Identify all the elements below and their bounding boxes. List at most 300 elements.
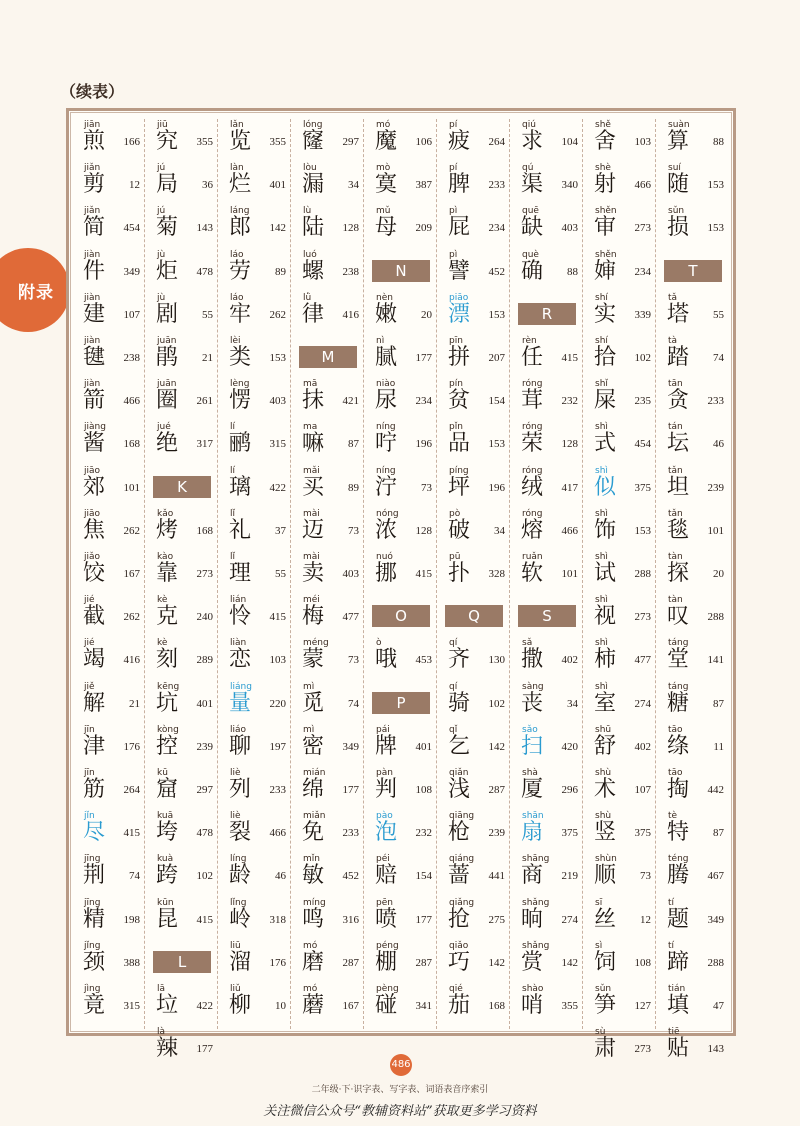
page-ref: 73 [421,481,432,494]
index-column [510,120,584,1028]
page-ref: 274 [561,913,578,926]
pinyin: shāng [522,854,550,865]
index-entry [583,466,656,509]
character: 饺 [83,561,106,586]
pinyin: pì [449,206,458,217]
index-entry [437,379,510,422]
index-entry [437,854,510,897]
page-ref: 55 [275,568,286,580]
index-entry [510,984,583,1027]
character: 竭 [83,647,106,673]
index-entry [656,682,729,725]
page-ref: 235 [634,395,651,408]
pinyin: qí [449,681,458,692]
character: 特 [667,820,690,846]
index-entry [364,984,437,1027]
character: 浅 [448,777,471,802]
page-ref: 219 [561,870,578,883]
index-entry [437,638,510,681]
pinyin: pì [449,249,458,260]
character: 敏 [302,863,325,889]
page-ref: 37 [275,524,286,537]
character: 损 [667,215,690,241]
pinyin: sù [595,1027,606,1038]
page-ref: 142 [561,956,578,969]
pinyin: tà [668,336,678,346]
page-ref: 102 [488,697,505,710]
index-entry [583,1027,656,1070]
pinyin: kè [157,638,168,649]
character: 酱 [83,431,106,457]
character: 抹 [302,388,325,414]
index-column [364,120,438,1028]
index-entry [583,682,656,725]
page-ref: 107 [123,308,140,321]
index-entry [656,898,729,941]
page-ref: 36 [202,179,213,192]
letter-heading: M [299,346,357,368]
pinyin: láo [230,292,244,303]
page-ref: 196 [488,481,505,494]
page-ref: 102 [634,352,651,364]
pinyin: rèn [522,336,537,346]
pinyin: péng [376,940,399,951]
page-ref: 273 [634,1043,651,1056]
character: 肃 [594,1036,617,1062]
page-ref: 176 [123,740,140,753]
character: 圈 [156,388,179,414]
page-ref: 128 [561,438,578,451]
character: 商 [521,863,544,889]
index-entry [437,682,510,725]
index-entry [510,120,583,163]
character: 郊 [83,474,106,500]
pinyin: shí [595,292,608,303]
character: 绝 [156,431,179,457]
index-entry [218,552,291,595]
character: 剧 [156,301,179,327]
page-ref: 466 [561,524,578,537]
character: 贫 [448,388,471,414]
letter-heading: O [372,605,430,627]
index-entry [72,163,145,206]
character: 碰 [375,993,398,1018]
index-entry [218,466,291,509]
index-entry [218,768,291,811]
index-entry [583,250,656,293]
page-ref: 264 [488,136,505,148]
page-ref: 401 [269,179,286,192]
character: 泞 [375,474,398,500]
character: 哨 [521,993,544,1018]
pinyin: qiāng [449,811,475,822]
character: 扫 [521,733,544,759]
pinyin: shǎng [522,940,550,951]
index-entry [218,422,291,465]
page-ref: 262 [123,524,140,537]
index-entry [656,163,729,206]
pinyin: jiàn [84,379,101,390]
character: 怜 [229,604,252,630]
page-ref: 422 [196,1000,213,1012]
index-column [72,120,146,1028]
pinyin: qiǎn [449,768,469,778]
page-ref: 403 [561,222,578,235]
character: 赏 [521,949,544,975]
character: 脾 [448,172,471,198]
character: 梅 [302,604,325,630]
page-ref: 274 [634,697,651,710]
page-ref: 168 [196,524,213,537]
pinyin: qiǎo [449,940,469,951]
index-entry [437,509,510,552]
page-ref: 209 [415,222,432,235]
pinyin: jiàng [84,422,106,433]
index-entry [510,466,583,509]
index-entry [437,768,510,811]
page-ref: 101 [707,524,724,537]
character: 晌 [521,906,544,932]
pinyin: lóng [303,120,323,130]
character: 昆 [156,906,179,932]
page-ref: 275 [488,913,505,926]
character: 颈 [83,949,106,975]
letter-heading: N [372,260,430,282]
index-entry [437,206,510,249]
page-ref: 55 [713,308,724,321]
pinyin: lián [230,595,247,606]
pinyin: jù [157,292,166,303]
index-entry [364,941,437,984]
character: 乞 [448,733,471,759]
pinyin: kǎo [157,508,174,519]
index-entry [72,898,145,941]
index-entry [510,682,583,725]
page-ref: 87 [713,827,724,840]
index-entry [145,163,218,206]
page-ref: 349 [123,265,140,278]
pinyin: líng [230,854,247,865]
pinyin: pēn [376,897,393,908]
pinyin: sǎo [522,724,538,735]
page-ref: 153 [634,524,651,537]
page-ref: 339 [634,308,651,321]
pinyin: shě [595,120,611,130]
pinyin: jué [157,422,171,433]
pinyin: kūn [157,897,174,908]
character: 绒 [521,474,544,500]
pinyin: miǎn [303,811,326,822]
pinyin: kuā [157,811,174,822]
character: 筋 [83,777,106,802]
index-entry [510,250,583,293]
page-ref: 287 [415,956,432,969]
index-entry [72,466,145,509]
character: 喷 [375,906,398,932]
pinyin: mǎi [303,465,320,476]
index-entry [510,898,583,941]
page-ref: 264 [123,784,140,796]
character: 绦 [667,733,690,759]
index-entry [364,466,437,509]
index-entry [218,379,291,422]
character: 愣 [229,388,252,414]
letter-heading: T [664,260,722,282]
page-ref: 103 [634,136,651,148]
index-entry [291,250,364,293]
page-ref: 287 [342,956,359,969]
pinyin: róng [522,465,543,476]
character: 卖 [302,561,325,586]
character: 室 [594,690,617,716]
page-ref: 288 [707,956,724,969]
pinyin: níng [376,465,396,476]
character: 毽 [83,345,106,370]
page-ref: 108 [415,784,432,796]
index-entry [510,941,583,984]
index-entry [510,552,583,595]
column-divider [144,119,145,1029]
page-ref: 176 [269,956,286,969]
index-entry [583,379,656,422]
page-ref: 234 [488,222,505,235]
index-entry [656,811,729,854]
pinyin: shǎng [522,897,550,908]
index-entry [510,854,583,897]
page-ref: 74 [348,697,359,710]
character: 丧 [521,690,544,716]
pinyin: pào [376,811,393,822]
character: 掏 [667,777,690,802]
pinyin: jiàn [84,292,101,303]
character: 腾 [667,863,690,889]
character: 磨 [302,949,325,975]
index-entry [656,206,729,249]
pinyin: shì [595,465,608,476]
page-ref: 220 [269,697,286,710]
pinyin: mì [303,681,315,692]
character: 品 [448,431,471,457]
index-entry [72,595,145,638]
index-entry [437,898,510,941]
index-entry [510,422,583,465]
page-ref: 415 [561,352,578,364]
pinyin: qiáng [449,854,475,865]
character: 审 [594,215,617,241]
page-ref: 153 [488,308,505,321]
character: 顺 [594,863,617,889]
index-entry [583,725,656,768]
character: 判 [375,777,398,802]
character: 探 [667,561,690,586]
page-ref: 355 [196,136,213,148]
index-entry [291,898,364,941]
pinyin: tàn [668,552,683,562]
page-ref: 103 [269,654,286,667]
index-entry [72,379,145,422]
pinyin: shì [595,422,608,433]
character: 骑 [448,690,471,716]
character: 拼 [448,345,471,370]
pinyin: suàn [668,120,690,130]
index-entry [291,682,364,725]
page-ref: 34 [567,697,578,710]
index-entry [291,768,364,811]
character: 挪 [375,561,398,586]
index-entry [291,638,364,681]
character: 尽 [83,820,106,846]
page-ref: 74 [129,870,140,883]
character: 买 [302,474,325,500]
pinyin: jiàn [84,249,101,260]
page-ref: 142 [488,956,505,969]
page-ref: 315 [269,438,286,451]
character: 裂 [229,820,252,846]
character: 柿 [594,647,617,673]
character: 饰 [594,517,617,543]
pinyin: shì [595,508,608,519]
index-entry [72,552,145,595]
pinyin: láo [230,249,244,260]
page-ref: 452 [342,870,359,883]
page-ref: 168 [123,438,140,451]
pinyin: ruǎn [522,552,543,562]
character: 鹃 [156,345,179,370]
character: 厦 [521,777,544,802]
character: 齐 [448,647,471,673]
pinyin: kū [157,768,168,778]
character: 缺 [521,215,544,241]
index-entry [218,854,291,897]
index-entry [656,984,729,1027]
page-ref: 12 [129,179,140,192]
character: 煎 [83,129,106,154]
index-entry [583,120,656,163]
character: 题 [667,906,690,932]
page-ref: 441 [488,870,505,883]
column-divider [582,119,583,1029]
page-ref: 453 [415,654,432,667]
page-ref: 454 [123,222,140,235]
index-entry [583,336,656,379]
character: 量 [229,690,252,716]
page-ref: 142 [488,740,505,753]
pinyin: jiǎo [84,552,101,562]
index-entry [291,163,364,206]
page-ref: 422 [269,481,286,494]
index-entry [656,379,729,422]
page-ref: 387 [415,179,432,192]
page-ref: 296 [561,784,578,796]
index-entry [437,941,510,984]
page-ref: 288 [634,568,651,580]
index-entry [583,811,656,854]
pinyin: jiǎn [84,206,101,217]
index-entry [72,422,145,465]
pinyin: shùn [595,854,617,865]
page-ref: 477 [342,611,359,624]
index-entry [145,206,218,249]
pinyin: lòu [303,163,317,174]
pinyin: jiàn [84,336,101,346]
character: 母 [375,215,398,241]
column-divider [363,119,364,1029]
page-ref: 421 [342,395,359,408]
appendix-tab-label: 附录 [18,282,54,303]
page-ref: 262 [123,611,140,624]
pinyin: pín [449,379,463,390]
page-ref: 420 [561,740,578,753]
character: 竖 [594,820,617,846]
character: 龄 [229,863,252,889]
index-entry [437,725,510,768]
page-ref: 153 [707,222,724,235]
index-entry [291,466,364,509]
pinyin: róng [522,379,543,390]
pinyin: pīn [449,336,463,346]
index-entry [291,379,364,422]
page-ref: 154 [415,870,432,883]
pinyin: tǎ [668,292,678,303]
character: 件 [83,258,106,284]
index-entry [656,552,729,595]
appendix-tab[interactable] [0,248,70,332]
index-entry [218,293,291,336]
character: 劳 [229,258,252,284]
pinyin: róng [522,422,543,433]
pinyin: lí [230,422,236,433]
index-entry [364,293,437,336]
page-ref: 415 [123,827,140,840]
index-entry [364,898,437,941]
pinyin: kào [157,552,174,562]
pinyin: láng [230,206,250,217]
pinyin: pái [376,724,390,735]
character: 螺 [302,258,325,284]
index-entry [72,725,145,768]
pinyin: jié [84,638,95,649]
character: 漏 [302,172,325,198]
page-ref: 273 [634,611,651,624]
page-ref: 403 [269,395,286,408]
page-ref: 127 [634,1000,651,1012]
page-ref: 73 [348,524,359,537]
index-entry [583,941,656,984]
letter-heading: R [518,303,576,325]
pinyin: juān [157,379,177,390]
page-ref: 340 [561,179,578,192]
character: 牌 [375,733,398,759]
character: 辣 [156,1036,179,1062]
index-entry [145,768,218,811]
page-ref: 11 [713,740,724,753]
index-entry [656,725,729,768]
index-entry [510,509,583,552]
page-ref: 238 [123,352,140,364]
page-ref: 196 [415,438,432,451]
pinyin: pū [449,552,461,562]
index-entry [656,595,729,638]
pinyin: tiē [668,1027,680,1038]
character: 尿 [375,388,398,414]
character: 求 [521,129,544,154]
index-entry [218,595,291,638]
character: 郎 [229,215,252,241]
pinyin: pèng [376,984,399,994]
index-entry [437,811,510,854]
page-ref: 239 [488,827,505,840]
character: 疲 [448,129,471,154]
